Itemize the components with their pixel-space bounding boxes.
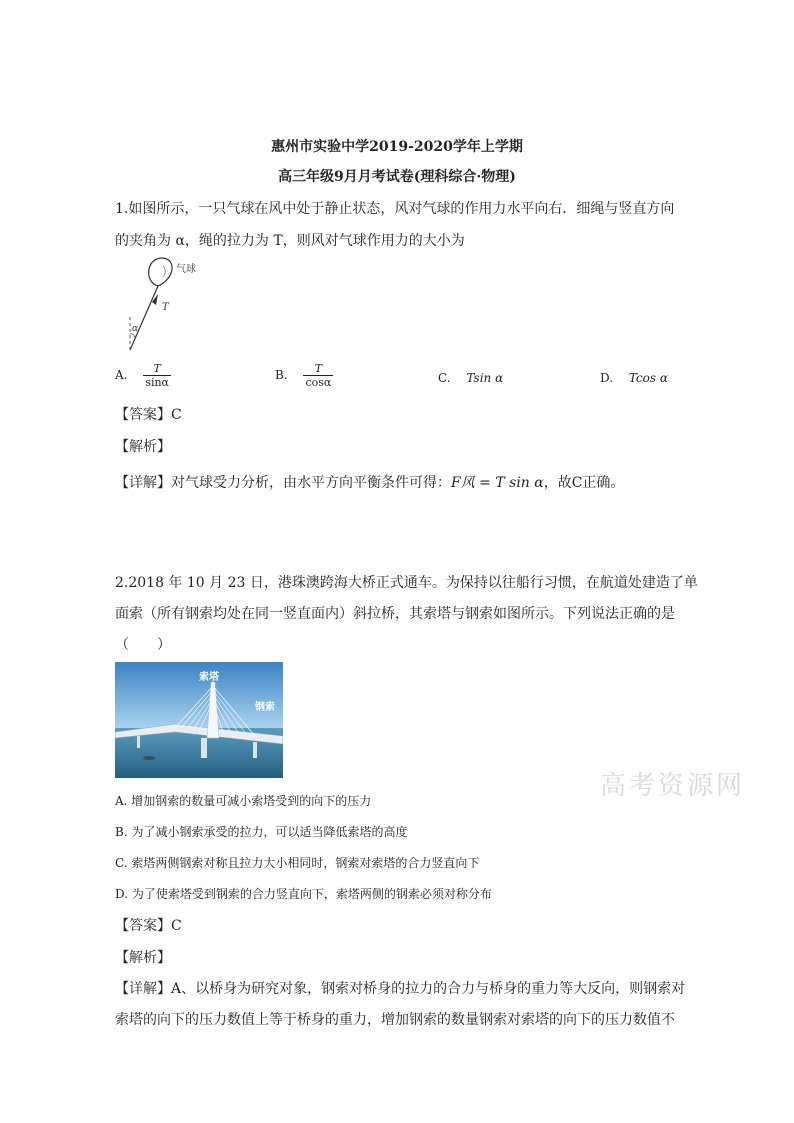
q1-option-b-numerator: T bbox=[303, 362, 333, 376]
q1-detail-prefix: 【详解】对气球受力分析，由水平方向平衡条件可得： bbox=[115, 475, 451, 491]
balloon-figure bbox=[118, 254, 218, 358]
q2-stem-line3: （ ） bbox=[115, 637, 171, 653]
angle-label: α bbox=[132, 324, 139, 334]
q1-option-d-letter: D. bbox=[600, 371, 614, 385]
q1-option-b-letter: B. bbox=[275, 368, 288, 382]
string-line bbox=[130, 286, 158, 350]
q1-option-a-denominator: sinα bbox=[145, 376, 169, 389]
exam-title: 高三年级9月月考试卷(理科综合·物理) bbox=[278, 169, 516, 185]
q1-stem-line2: 的夹角为 α，绳的拉力为 T，则风对气球作用力的大小为 bbox=[115, 233, 465, 249]
q1-analysis-heading: 【解析】 bbox=[115, 439, 171, 455]
cable-label: 钢索 bbox=[255, 702, 275, 713]
q1-option-b bbox=[275, 362, 333, 389]
angle-arc bbox=[130, 334, 135, 338]
q1-option-c-letter: C. bbox=[438, 371, 451, 385]
q2-answer: 【答案】C bbox=[115, 918, 182, 934]
q2-detail-line1: 【详解】A、以桥身为研究对象，钢索对桥身的拉力的合力与桥身的重力等大反向，则钢索对 bbox=[115, 981, 686, 997]
q2-option-c: C. 索塔两侧钢索对称且拉力大小相同时，钢索对索塔的合力竖直向下 bbox=[115, 856, 480, 870]
balloon-label: 气球 bbox=[176, 264, 196, 275]
q1-option-a-letter: A. bbox=[115, 368, 128, 382]
q1-detail bbox=[115, 472, 624, 492]
q2-option-a: A. 增加钢索的数量可减小索塔受到的向下的压力 bbox=[115, 794, 372, 808]
q1-option-c bbox=[438, 371, 503, 385]
q1-detail-suffix: ，故C正确。 bbox=[543, 475, 625, 491]
q1-answer: 【答案】C bbox=[115, 407, 182, 423]
q1-stem-line1: 1.如图所示，一只气球在风中处于静止状态，风对气球的作用力水平向右．细绳与竖直方向 bbox=[115, 201, 675, 217]
balloon-icon bbox=[149, 258, 172, 286]
tension-label: T bbox=[162, 302, 169, 313]
q1-option-b-fraction bbox=[303, 362, 333, 389]
q1-option-a-numerator: T bbox=[143, 362, 171, 376]
q2-detail-line2: 索塔的向下的压力数值上等于桥身的重力，增加钢索的数量钢索对索塔的向下的压力数值不 bbox=[115, 1012, 675, 1028]
watermark-text: 高考资源网 bbox=[600, 771, 746, 801]
tower-label: 索塔 bbox=[199, 672, 219, 683]
tension-arrow-icon bbox=[152, 294, 158, 305]
q2-option-d: D. 为了使索塔受到钢索的合力竖直向下，索塔两侧的钢索必须对称分布 bbox=[115, 887, 492, 901]
balloon-highlight bbox=[163, 266, 165, 277]
q2-option-b: B. 为了减小钢索承受的拉力，可以适当降低索塔的高度 bbox=[115, 825, 408, 839]
q1-option-a-fraction bbox=[143, 362, 171, 389]
school-term-title: 惠州市实验中学2019-2020学年上学期 bbox=[271, 139, 523, 155]
q1-option-d bbox=[600, 371, 668, 385]
q2-stem-line1: 2.2018 年 10 月 23 日，港珠澳跨海大桥正式通车。为保持以往船行习惯，在航道处建造了单 bbox=[115, 575, 698, 591]
q2-stem-line2: 面索（所有钢索均处在同一竖直面内）斜拉桥，其索塔与钢索如图所示。下列说法正确的是 bbox=[115, 606, 675, 622]
q1-option-d-text: Tcos α bbox=[628, 371, 668, 385]
q1-option-a bbox=[115, 362, 171, 389]
q2-analysis-heading: 【解析】 bbox=[115, 950, 171, 966]
q1-formula: F风 = T sin α bbox=[451, 475, 544, 491]
bridge-photo bbox=[115, 662, 283, 778]
q1-option-c-text: Tsin α bbox=[466, 371, 504, 385]
q1-option-b-denominator: cosα bbox=[305, 376, 332, 389]
